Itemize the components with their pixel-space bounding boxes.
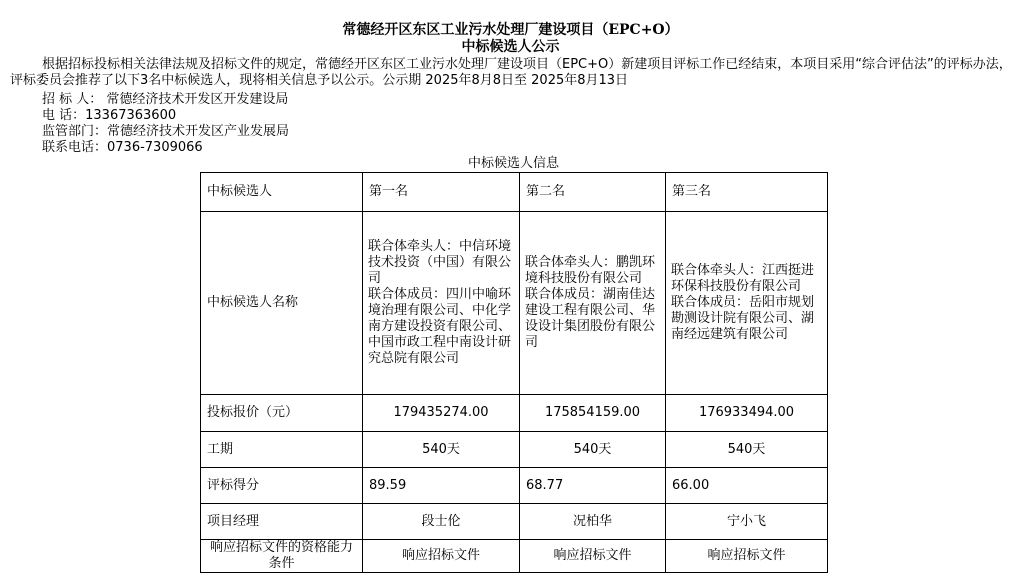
table-row: [201, 212, 828, 395]
candidates-table: [200, 172, 828, 573]
header-cell: 第一名: [363, 173, 520, 212]
page-subtitle: 中标候选人公示: [461, 39, 560, 55]
table-row: [201, 468, 828, 504]
row-label: 投标报价（元）: [201, 395, 363, 432]
score-cell: 66.00: [666, 468, 828, 504]
price-cell: 179435274.00: [363, 395, 520, 432]
response-cell: 响应招标文件: [363, 540, 520, 573]
candidate-name-cell: 联合体牵头人：鹏凯环境科技股份有限公司 联合体成员：湖南佳达建设工程有限公司、华设设计集团股份有限公司: [520, 212, 666, 395]
candidate-name-cell: 联合体牵头人：江西挺进环保科技股份有限公司 联合体成员：岳阳市规划勘测设计院有限公司、湖南经远建筑有限公司: [666, 212, 828, 395]
row-label: 评标得分: [201, 468, 363, 504]
header-cell: 第二名: [520, 173, 666, 212]
phone-line: 电 话：13367363600: [42, 108, 177, 123]
header-cell: 第三名: [666, 173, 828, 212]
table-header-row: [201, 173, 828, 212]
intro-paragraph: 根据招标投标相关法律法规及招标文件的规定，常德经开区东区工业污水处理厂建设项目（EPC+O）新建项目评标工作已经结束，本项目采用“综合评估法”的评标办法，评标委员会推荐了以下3名中标候选人，现将相关信息予以公示。公示期 2025年8月8日至 2025年8月13日: [10, 57, 1012, 88]
table-row: [201, 504, 828, 540]
duration-cell: 540天: [520, 432, 666, 468]
manager-cell: 段士伦: [363, 504, 520, 540]
table-row: [201, 432, 828, 468]
row-label: 响应招标文件的资格能力条件: [201, 540, 363, 573]
table-row: [201, 540, 828, 573]
table-caption: 中标候选人信息: [467, 156, 559, 171]
row-label: 中标候选人名称: [201, 212, 363, 395]
price-cell: 176933494.00: [666, 395, 828, 432]
header-cell: 中标候选人: [201, 173, 363, 212]
row-label: 项目经理: [201, 504, 363, 540]
score-cell: 89.59: [363, 468, 520, 504]
score-cell: 68.77: [520, 468, 666, 504]
response-cell: 响应招标文件: [666, 540, 828, 573]
row-label: 工期: [201, 432, 363, 468]
tenderer-line: 招 标 人： 常德经济技术开发区开发建设局: [42, 92, 289, 107]
manager-cell: 况柏华: [520, 504, 666, 540]
contact-line: 联系电话：0736-7309066: [42, 140, 203, 155]
table-row: [201, 395, 828, 432]
page-title: 常德经开区东区工业污水处理厂建设项目（EPC+O）: [342, 22, 679, 38]
manager-cell: 宁小飞: [666, 504, 828, 540]
candidate-name-cell: 联合体牵头人：中信环境技术投资（中国）有限公司 联合体成员：四川中喻环境治理有限公司、中化学南方建设投资有限公司、中国市政工程中南设计研究总院有限公司: [363, 212, 520, 395]
response-cell: 响应招标文件: [520, 540, 666, 573]
supervisor-line: 监管部门：常德经济技术开发区产业发展局: [42, 124, 290, 139]
price-cell: 175854159.00: [520, 395, 666, 432]
duration-cell: 540天: [363, 432, 520, 468]
duration-cell: 540天: [666, 432, 828, 468]
